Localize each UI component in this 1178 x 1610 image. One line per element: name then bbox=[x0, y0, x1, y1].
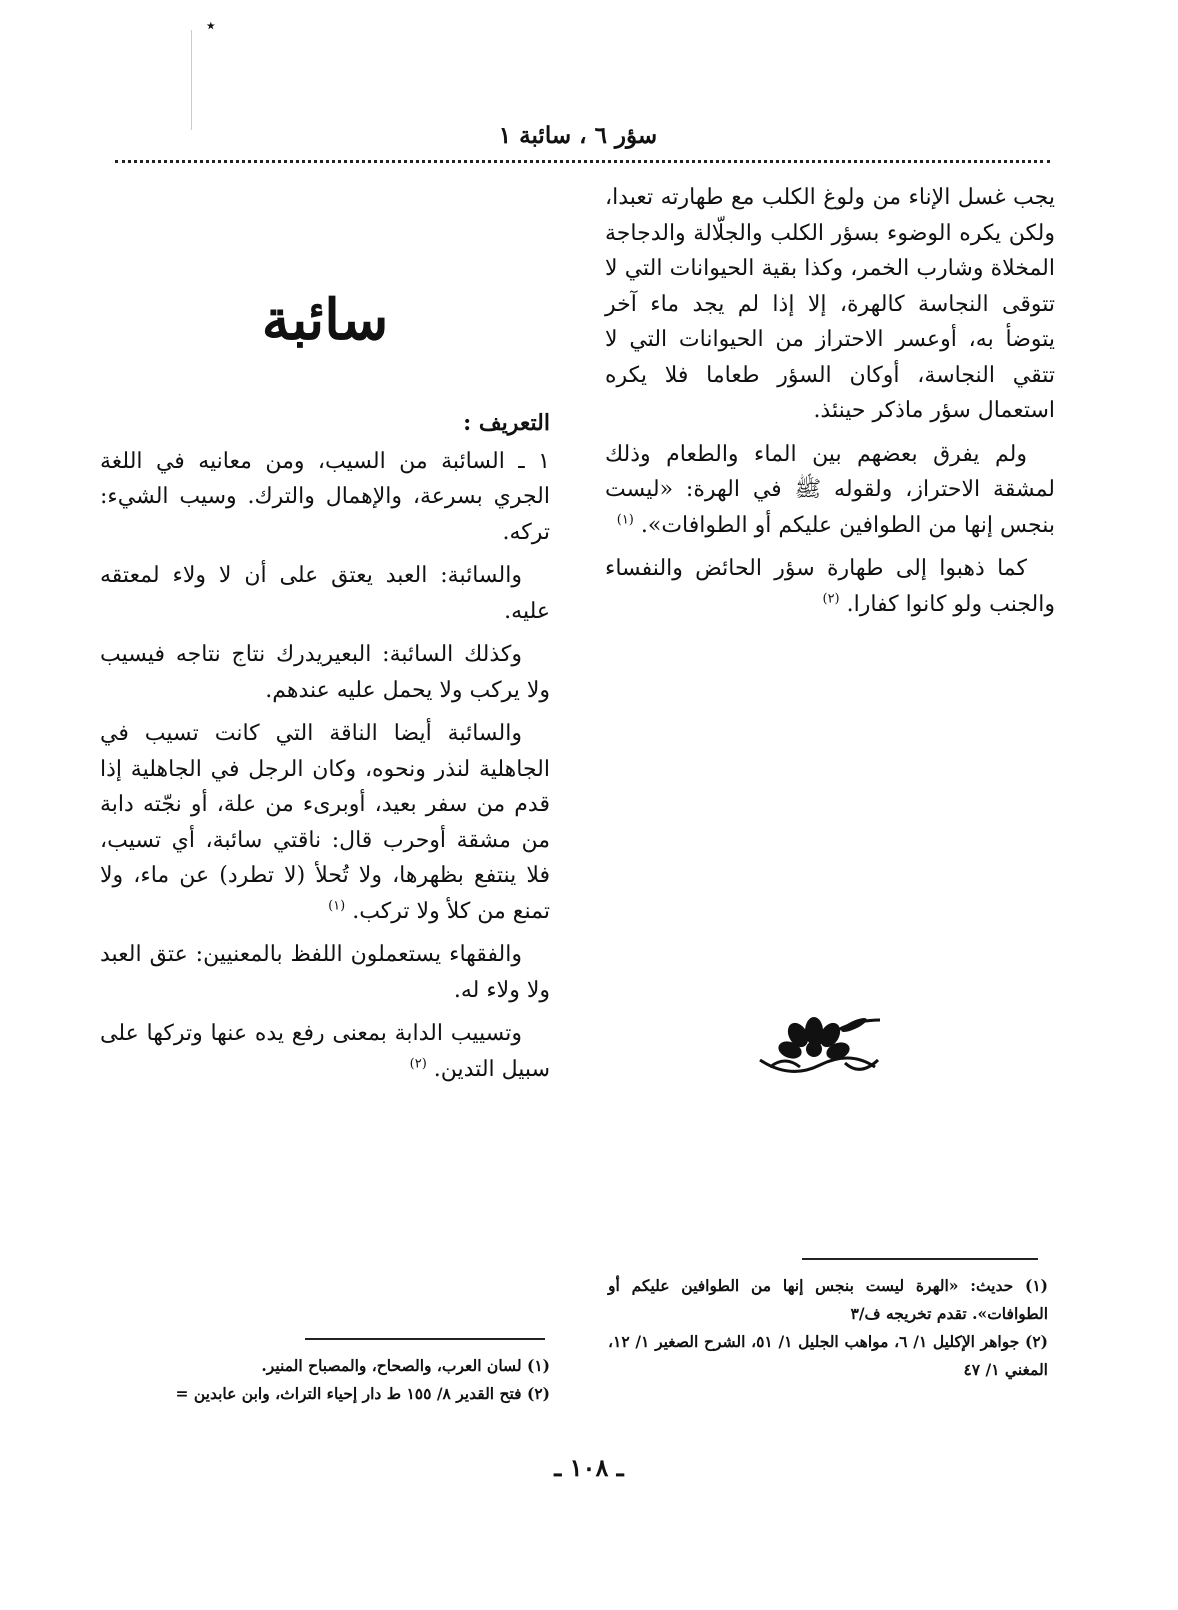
paragraph bbox=[100, 444, 550, 551]
paragraph bbox=[605, 437, 1055, 544]
left-column bbox=[100, 180, 550, 1095]
definition-heading: التعريف : bbox=[463, 410, 550, 436]
paragraph-text: والفقهاء يستعملون اللفظ بالمعنيين: عتق العبد ولا ولاء له. bbox=[100, 942, 550, 1003]
footnotes-left bbox=[100, 1352, 550, 1408]
paragraph-text: وتسييب الدابة بمعنى رفع يده عنها وتركها على سبيل التدين. bbox=[100, 1021, 550, 1082]
paragraph-text: ١ ـ السائبة من السيب، ومن معانيه في اللغة الجري بسرعة، والإهمال والترك. وسيب الشيء: تركه. bbox=[100, 448, 550, 545]
paragraph-text: والسائبة أيضا الناقة التي كانت تسيب في الجاهلية لنذر ونحوه، وكان الرجل في الجاهلية إذا قدم من سفر بعيد، أوبرىء من علة، أو نجّته دابة من مشقة أوحرب قال: ناقتي سائبة، أي تسيب، فلا ينتفع بظهرها، ولا تُحلأ (لا تطرد) عن ماء، ولا تمنع من كلأ ولا تركب. bbox=[100, 721, 550, 924]
paragraph bbox=[100, 716, 550, 929]
footnote-ref[interactable]: (٢) bbox=[409, 1056, 427, 1072]
floral-ornament-icon bbox=[750, 1005, 890, 1085]
footnote-rule bbox=[305, 1338, 545, 1340]
paragraph bbox=[100, 637, 550, 708]
scan-edge-line bbox=[191, 30, 194, 130]
paragraph bbox=[605, 551, 1055, 622]
paragraph bbox=[605, 180, 1055, 429]
paragraph-text: وكذلك السائبة: البعيريدرك نتاج نتاجه فيسيب ولا يركب ولا يحمل عليه عندهم. bbox=[100, 642, 550, 703]
entry-title: سائبة bbox=[261, 287, 389, 353]
paragraph bbox=[100, 1016, 550, 1087]
footnote: (٢) جواهر الإكليل ١/ ٦، مواهب الجليل ١/ ٥١، الشرح الصغير ١/ ١٢، المغني ١/ ٤٧ bbox=[608, 1332, 1049, 1379]
footnote-ref[interactable]: (٢) bbox=[822, 591, 840, 607]
paragraph-text: ولم يفرق بعضهم بين الماء والطعام وذلك لمشقة الاحتراز، ولقوله ﷺ في الهرة: «ليست بنجس إنها من الطوافين عليكم أو الطوافات». bbox=[605, 441, 1055, 538]
paragraph bbox=[100, 558, 550, 629]
running-header: سؤر ٦ ، سائبة ١ bbox=[498, 122, 658, 149]
page-number: ـ ١٠٨ ـ bbox=[554, 1453, 624, 1482]
footnote: (٢) فتح القدير ٨/ ١٥٥ ط دار إحياء التراث، وابن عابدين = bbox=[175, 1384, 550, 1403]
paragraph-text: يجب غسل الإناء من ولوغ الكلب مع طهارته تعبدا، ولكن يكره الوضوء بسؤر الكلب والجلّالة والدجاجة المخلاة وشارب الخمر، وكذا بقية الحيوانات التي لا تتوقى النجاسة كالهرة، إلا إذا لم يجد ماء آخر يتوضأ به، أوعسر الاحتراز من الحيوانات التي لا تتقي النجاسة، أوكان السؤر طعاما فلا يكره استعمال سؤر ماذكر حينئذ. bbox=[605, 185, 1055, 423]
paragraph-text: كما ذهبوا إلى طهارة سؤر الحائض والنفساء والجنب ولو كانوا كفارا. bbox=[605, 556, 1055, 617]
right-column bbox=[605, 180, 1055, 630]
corner-mark: ٭ bbox=[207, 18, 215, 34]
footnote: (١) حديث: «الهرة ليست بنجس إنها من الطوافين عليكم أو الطوافات». تقدم تخريجه ف/٣ bbox=[608, 1276, 1048, 1323]
paragraph-text: والسائبة: العبد يعتق على أن لا ولاء لمعتقه عليه. bbox=[100, 563, 550, 624]
header-dotted-rule bbox=[115, 160, 1050, 163]
footnotes-right bbox=[608, 1272, 1048, 1384]
footnote-rule bbox=[802, 1258, 1038, 1260]
footnote: (١) لسان العرب، والصحاح، والمصباح المنير. bbox=[261, 1356, 550, 1375]
footnote-ref[interactable]: (١) bbox=[616, 512, 634, 528]
paragraph bbox=[100, 937, 550, 1008]
footnote-ref[interactable]: (١) bbox=[328, 898, 346, 914]
